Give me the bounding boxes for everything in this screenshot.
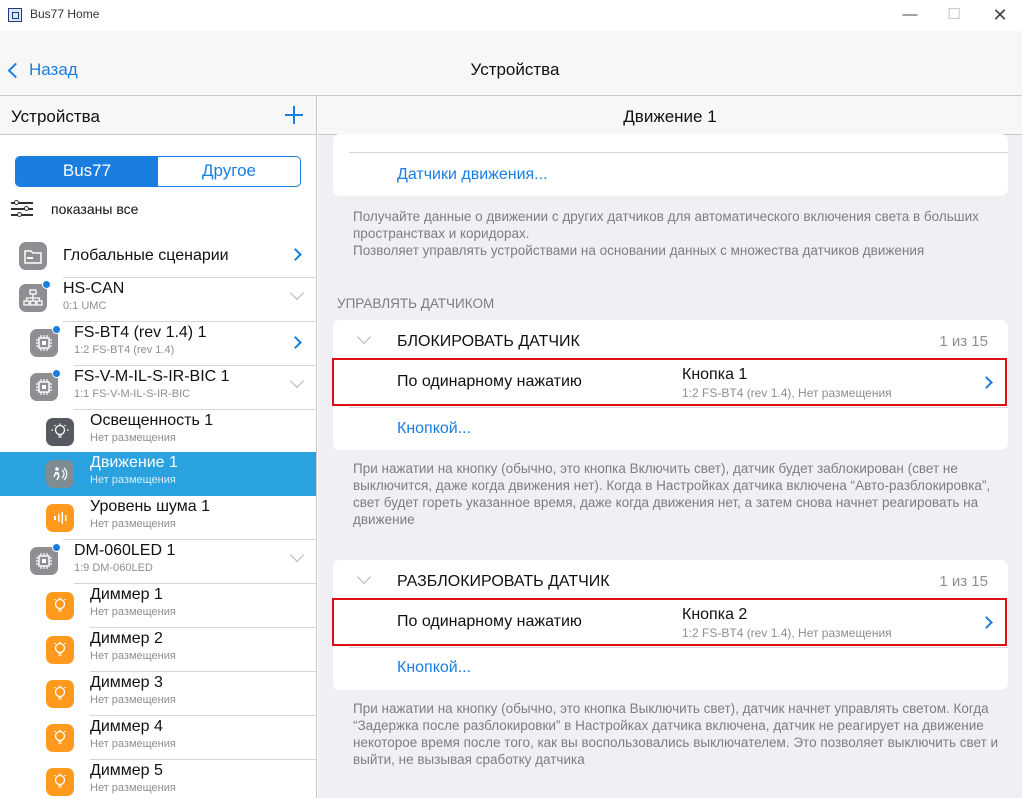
block-add-button-link[interactable]: Кнопкой... <box>397 420 472 437</box>
block-target-name: Кнопка 1 <box>682 366 748 383</box>
window-titlebar <box>0 0 1025 31</box>
unblock-add-button-link[interactable]: Кнопкой... <box>397 659 472 676</box>
device-subtitle: Нет размещения <box>90 432 176 444</box>
unblock-target-name: Кнопка 2 <box>682 606 748 623</box>
chevron-down-icon[interactable] <box>357 570 371 584</box>
status-dot <box>52 543 61 552</box>
unblock-description: При нажатии на кнопку (обычно, это кнопка Выключить свет), датчик начнет управлять светом. Когда “Задержка после разблокировки” в Настройках датчика включена, датчик не реагирует на движение некоторое время после того, как вы воспользовались выключателем. Это позволяет выключить свет и выйти, не вызывая сработку датчика <box>353 701 999 767</box>
device-detail-pane <box>318 96 1022 798</box>
unblock-count: 1 из 15 <box>939 573 988 590</box>
device-row-dimmer-1[interactable] <box>0 584 316 628</box>
device-subtitle: Нет размещения <box>90 694 176 706</box>
chevron-down-icon[interactable] <box>290 548 304 562</box>
minimize-button[interactable]: — <box>902 6 918 23</box>
status-dot <box>42 280 51 289</box>
device-row-hs-can[interactable] <box>0 278 316 322</box>
section-header-control: УПРАВЛЯТЬ ДАТЧИКОМ <box>337 296 495 311</box>
motion-sensor-icon <box>46 460 74 488</box>
sidebar-title: Устройства <box>11 107 100 126</box>
device-row-illuminance[interactable] <box>0 410 316 454</box>
filter-button[interactable] <box>11 200 138 218</box>
back-label: Назад <box>29 60 78 79</box>
block-sensor-title: БЛОКИРОВАТЬ ДАТЧИК <box>397 333 580 350</box>
segment-other[interactable]: Другое <box>201 161 256 180</box>
dimmer-bulb-icon <box>46 636 74 664</box>
filter-label: показаны все <box>51 201 139 217</box>
device-row-dimmer-2[interactable] <box>0 628 316 672</box>
unblock-trigger-label: По одинарному нажатию <box>397 613 582 630</box>
device-name: Освещенность 1 <box>90 412 214 429</box>
device-subtitle: 1:1 FS-V-M-IL-S-IR-BIC <box>74 388 191 400</box>
device-name: Диммер 2 <box>90 630 163 647</box>
device-row-dimmer-4[interactable] <box>0 716 316 760</box>
dimmer-bulb-icon <box>46 680 74 708</box>
device-row-dimmer-3[interactable] <box>0 672 316 716</box>
device-name: Уровень шума 1 <box>90 498 210 515</box>
chevron-right-icon <box>980 376 993 389</box>
folder-icon <box>19 242 47 270</box>
device-name: DM-060LED 1 <box>74 542 176 559</box>
unblock-action-row[interactable] <box>332 598 1007 646</box>
devices-sidebar <box>0 96 317 798</box>
device-subtitle: Нет размещения <box>90 474 176 486</box>
motion-sensors-link[interactable]: Датчики движения... <box>397 166 548 183</box>
device-source-segmented-control <box>15 156 301 187</box>
motion-sensors-card <box>333 134 1008 196</box>
chevron-down-icon[interactable] <box>357 330 371 344</box>
block-count: 1 из 15 <box>939 333 988 350</box>
device-row-noise-level[interactable] <box>0 496 316 540</box>
motion-sensors-description: Получайте данные о движении с других датчиков для автоматического включения света в больших пространствах и коридорах. Позволяет управлять устройствами на основании данных с множества датчиков движения <box>353 209 979 258</box>
sidebar-header <box>0 96 316 135</box>
chevron-down-icon[interactable] <box>290 286 304 300</box>
chevron-down-icon[interactable] <box>290 374 304 388</box>
status-dot <box>52 369 61 378</box>
status-dot <box>52 325 61 334</box>
dimmer-bulb-icon <box>46 592 74 620</box>
block-trigger-label: По одинарному нажатию <box>397 373 582 390</box>
detail-header <box>318 96 1022 135</box>
segment-bus77[interactable]: Bus77 <box>16 157 158 186</box>
unblock-target-subtitle: 1:2 FS-BT4 (rev 1.4), Нет размещения <box>682 626 892 640</box>
maximize-button[interactable]: ☐ <box>947 6 961 23</box>
device-subtitle: 1:9 DM-060LED <box>74 562 153 574</box>
device-row-motion[interactable] <box>0 452 316 496</box>
page-title: Устройства <box>470 60 560 79</box>
device-row-dm-060led[interactable] <box>0 540 316 584</box>
device-subtitle: Нет размещения <box>90 606 176 618</box>
device-name: FS-BT4 (rev 1.4) 1 <box>74 324 207 341</box>
device-subtitle: 0:1 UMC <box>63 300 107 312</box>
block-target-subtitle: 1:2 FS-BT4 (rev 1.4), Нет размещения <box>682 386 892 400</box>
chevron-right-icon <box>980 616 993 629</box>
network-hub-icon <box>19 284 47 312</box>
device-name: HS-CAN <box>63 280 125 297</box>
device-name: Движение 1 <box>90 454 178 471</box>
add-device-button[interactable] <box>284 105 304 125</box>
device-name: Диммер 5 <box>90 762 163 779</box>
device-row-fs-v-m-il-s-ir-bic[interactable] <box>0 366 316 410</box>
device-name: Диммер 4 <box>90 718 163 735</box>
chevron-right-icon <box>289 336 302 349</box>
device-name: Диммер 3 <box>90 674 163 691</box>
sound-level-icon <box>46 504 74 532</box>
close-button[interactable]: ✕ <box>992 5 1008 25</box>
detail-title: Движение 1 <box>623 107 717 126</box>
device-row-dimmer-5[interactable] <box>0 760 316 798</box>
app-logo-icon <box>8 8 22 22</box>
device-subtitle: Нет размещения <box>90 738 176 750</box>
unblock-sensor-title: РАЗБЛОКИРОВАТЬ ДАТЧИК <box>397 573 610 590</box>
device-subtitle: Нет размещения <box>90 782 176 794</box>
navigation-bar <box>0 31 1022 96</box>
device-name: FS-V-M-IL-S-IR-BIC 1 <box>74 368 230 385</box>
dimmer-bulb-icon <box>46 768 74 796</box>
device-name: Диммер 1 <box>90 586 163 603</box>
filter-sliders-icon <box>11 200 35 218</box>
dimmer-bulb-icon <box>46 724 74 752</box>
block-description: При нажатии на кнопку (обычно, это кнопка Включить свет), датчик будет заблокирован (свет не выключится, даже когда движения нет). Когда в Настройках датчика включена “Авто-разблокировка”, свет будет гореть указанное время, даже когда движения нет, а затем снова начнет реагировать на движение <box>353 461 991 527</box>
device-row-global-scenarios[interactable] <box>0 234 316 278</box>
light-bulb-icon <box>46 418 74 446</box>
device-name: Глобальные сценарии <box>63 247 229 264</box>
block-action-row[interactable] <box>332 358 1007 406</box>
window-title: Bus77 Home <box>30 7 100 21</box>
device-row-fs-bt4[interactable] <box>0 322 316 366</box>
chevron-right-icon <box>289 248 302 261</box>
device-subtitle: Нет размещения <box>90 650 176 662</box>
device-subtitle: Нет размещения <box>90 518 176 530</box>
device-subtitle: 1:2 FS-BT4 (rev 1.4) <box>74 344 175 356</box>
